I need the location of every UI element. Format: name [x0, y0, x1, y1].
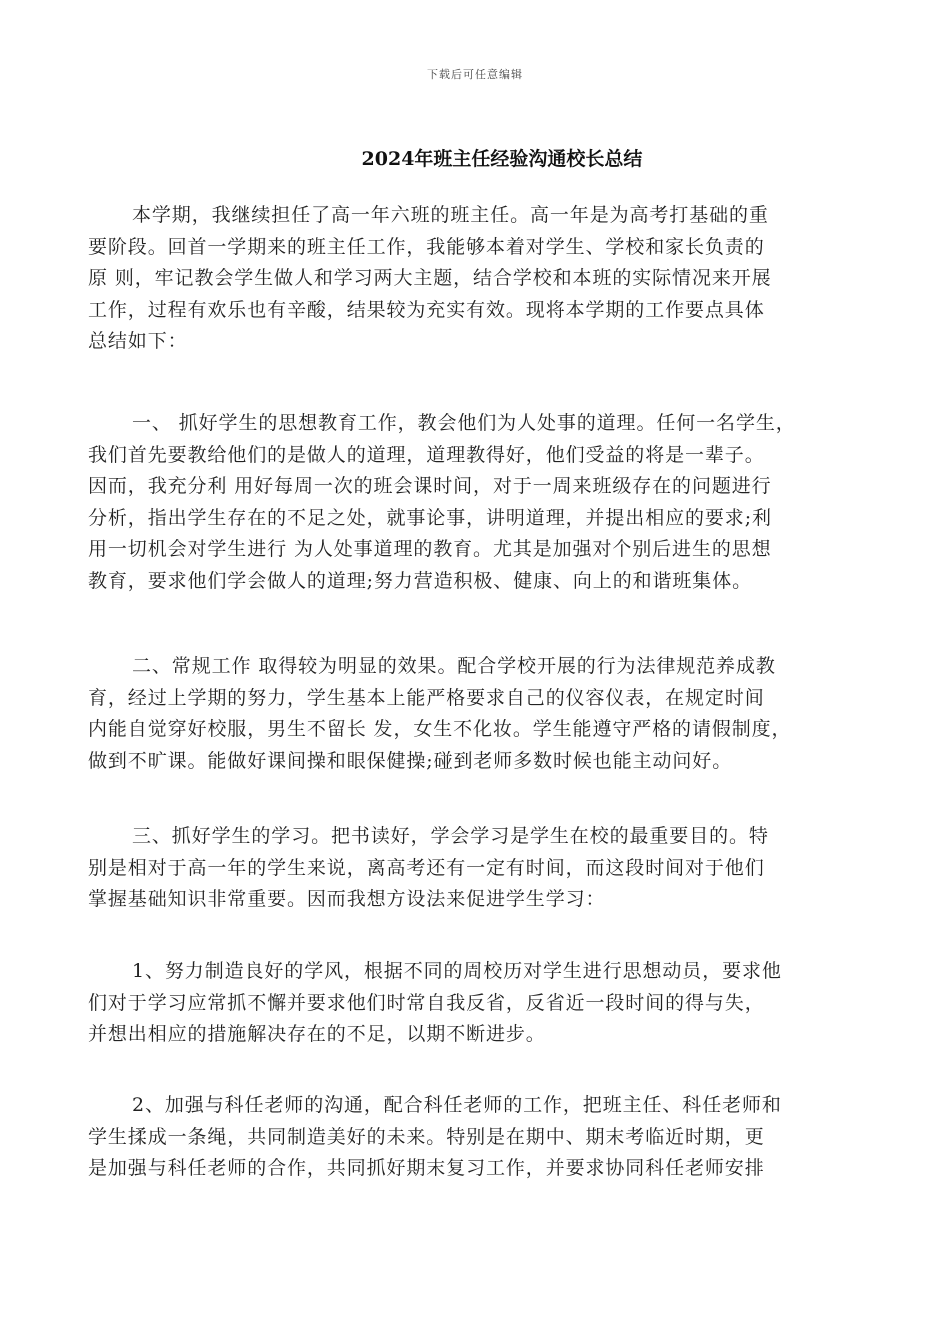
paragraph-item-1: [88, 956, 873, 1051]
text-line: 二、常规工作 取得较为明显的效果。配合学校开展的行为法律规范养成教: [132, 655, 776, 677]
paragraph-section-2: [88, 651, 873, 777]
text-line: 一、 抓好学生的思想教育工作，教会他们为人处事的道理。任何一名学生，: [132, 412, 796, 434]
text-line: 学生揉成一条绳，共同制造美好的未来。特别是在期中、期末考临近时期，更: [88, 1125, 765, 1148]
text-line: 三、抓好学生的学习。把书读好，学会学习是学生在校的最重要目的。特: [132, 825, 769, 847]
text-line: 做到不旷课。能做好课间操和眼保健操;碰到老师多数时候也能主动问好。: [88, 749, 733, 772]
paragraph-section-3: [88, 821, 873, 916]
text-line: 我们首先要教给他们的是做人的道理，道理教得好，他们受益的将是一辈子。: [88, 443, 765, 466]
text-line: 工作，过程有欢乐也有辛酸，结果较为充实有效。现将本学期的工作要点具体: [88, 298, 765, 321]
text-line: 1、努力制造良好的学风，根据不同的周校历对学生进行思想动员，要求他: [132, 960, 782, 982]
text-line: 因而，我充分利 用好每周一次的班会课时间，对于一周来班级存在的问题进行: [88, 475, 772, 497]
text-line: 并想出相应的措施解决存在的不足，以期不断进步。: [88, 1023, 546, 1045]
text-line: 原 则，牢记教会学生做人和学习两大主题，结合学校和本班的实际情况来开展: [88, 267, 772, 289]
text-line: 是加强与科任老师的合作，共同抓好期末复习工作，并要求协同科任老师安排: [88, 1157, 765, 1179]
text-line: 育，经过上学期的努力，学生基本上能严格要求自己的仪容仪表，在规定时间: [88, 686, 765, 709]
paragraph-section-1: [88, 408, 873, 597]
text-line: 掌握基础知识非常重要。因而我想方设法来促进学生学习：: [88, 888, 606, 910]
text-line: 内能自觉穿好校服，男生不留长 发，女生不化妆。学生能遵守严格的请假制度，: [88, 718, 792, 740]
text-line: 本学期，我继续担任了高一年六班的班主任。高一年是为高考打基础的重: [132, 204, 769, 226]
text-line: 别是相对于高一年的学生来说，离高考还有一定有时间，而这段时间对于他们: [88, 856, 765, 879]
text-line: 总结如下：: [88, 330, 188, 352]
text-line: 分析，指出学生存在的不足之处，就事论事，讲明道理，并提出相应的要求;利: [88, 506, 772, 529]
document-title: 2024年班主任经验沟通校长总结: [361, 148, 643, 170]
text-line: 教育，要求他们学会做人的道理;努力营造积极、健康、向上的和谐班集体。: [88, 569, 753, 592]
text-line: 们对于学习应常抓不懈并要求他们时常自我反省，反省近一段时间的得与失，: [88, 991, 765, 1014]
paragraph-item-2: [88, 1090, 873, 1185]
header-note: 下载后可任意编辑: [427, 68, 523, 81]
text-line: 要阶段。回首一学期来的班主任工作，我能够本着对学生、学校和家长负责的: [88, 235, 765, 258]
text-line: 2、加强与科任老师的沟通，配合科任老师的工作，把班主任、科任老师和: [132, 1094, 782, 1116]
text-line: 用一切机会对学生进行 为人处事道理的教育。尤其是加强对个别后进生的思想: [88, 538, 772, 560]
paragraph-intro: [88, 200, 873, 358]
